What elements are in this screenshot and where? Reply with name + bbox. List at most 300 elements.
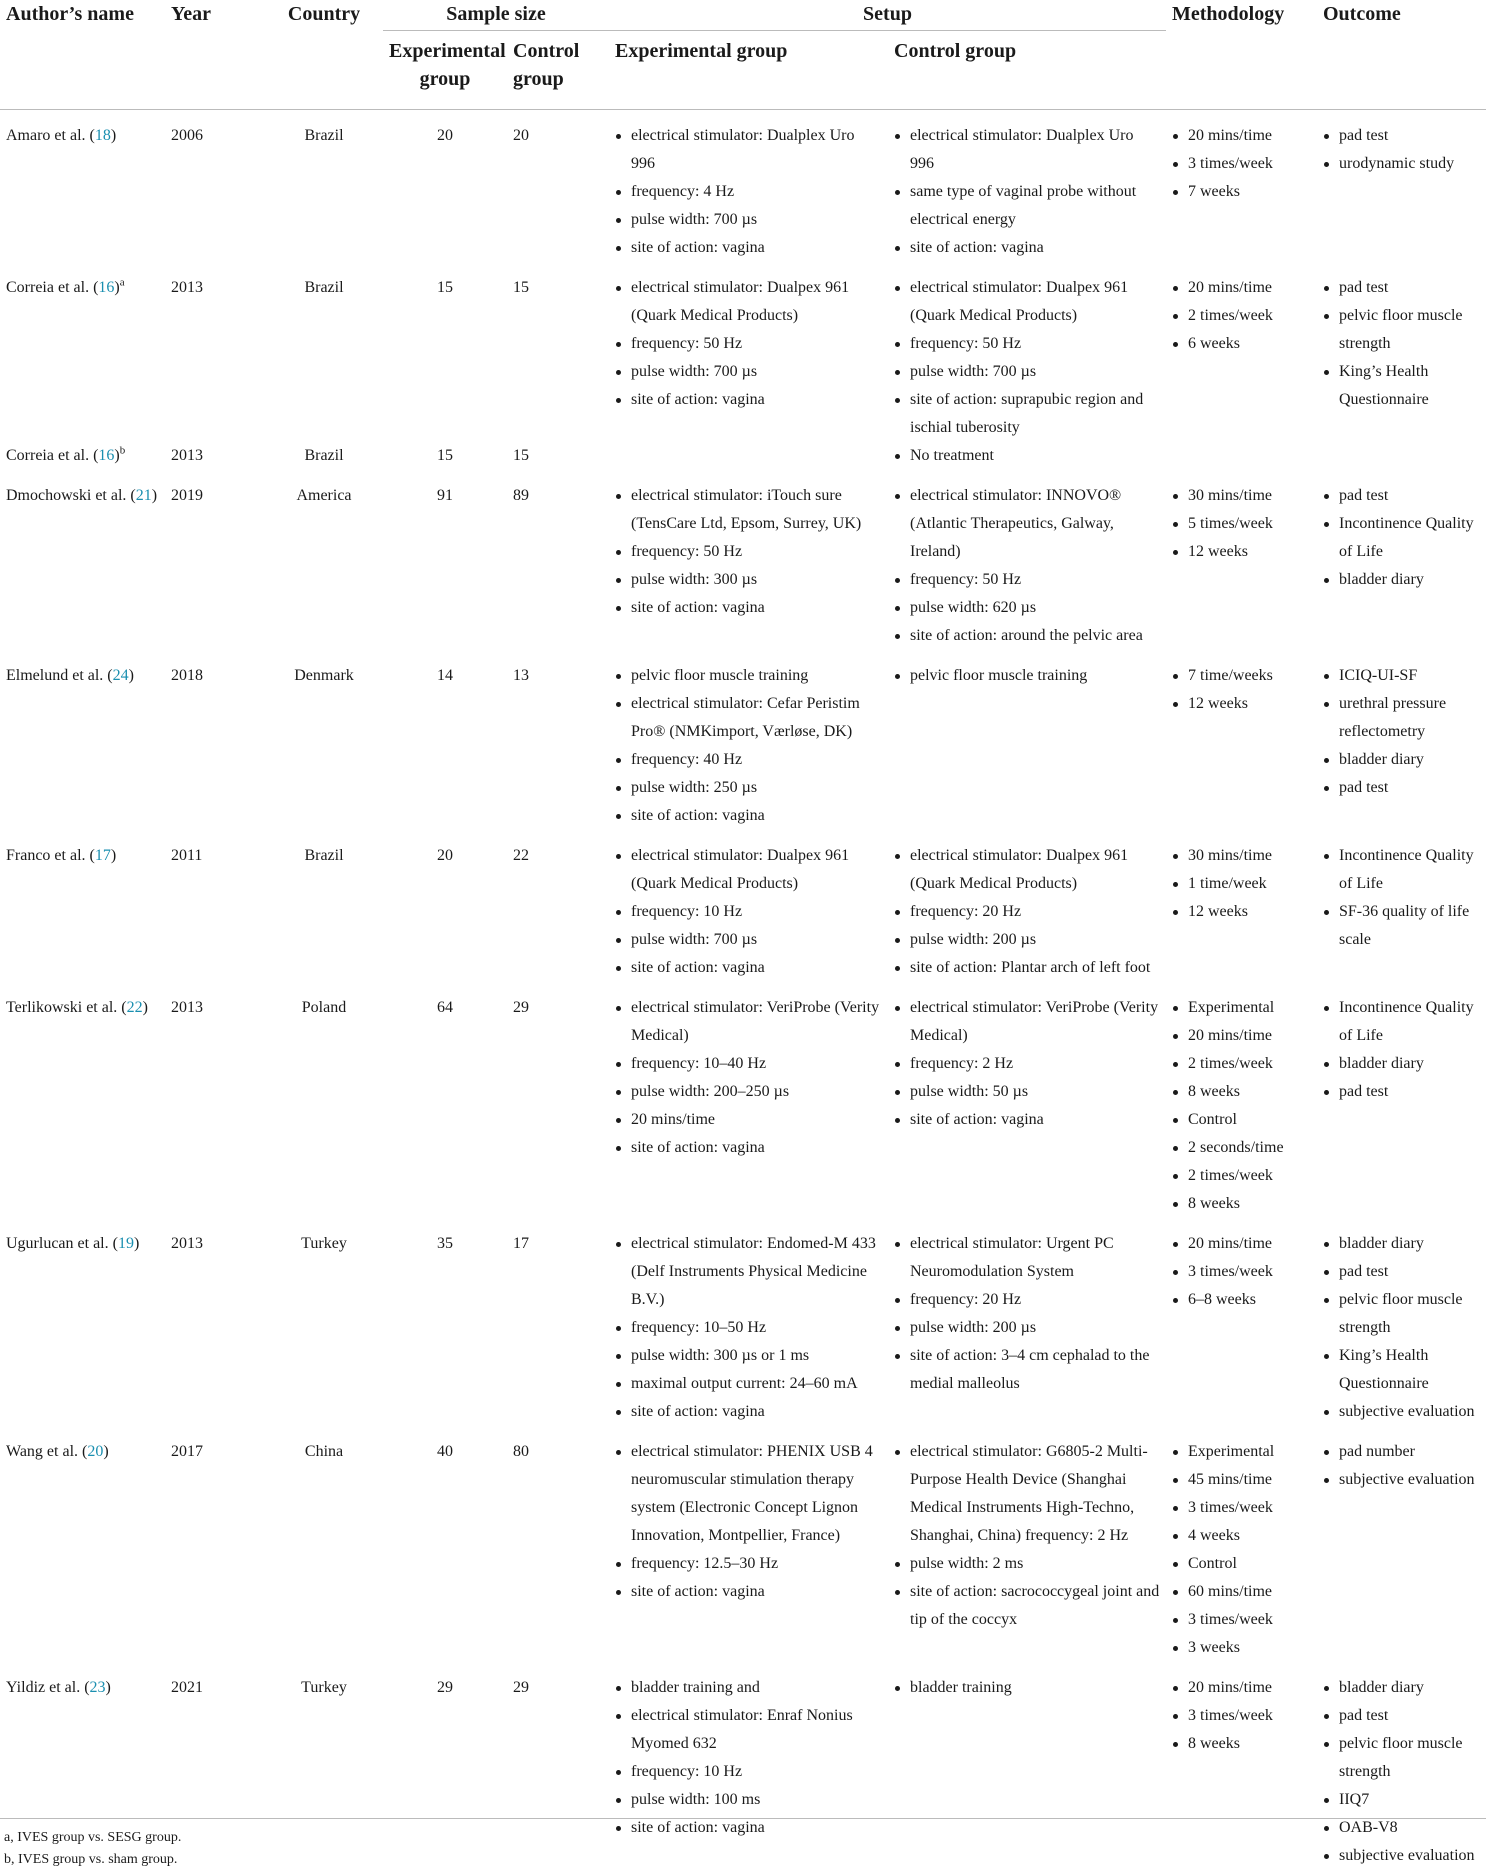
- cell-n-control: 22: [513, 847, 529, 864]
- table-row: [0, 470, 1486, 650]
- header-setup-experimental: Experimental group: [615, 40, 788, 62]
- setup-experimental-item: electrical stimulator: Dualpex 961 (Quark Medical Products): [615, 274, 882, 330]
- setup-control-item: site of action: Plantar arch of left foot: [894, 954, 1160, 982]
- methodology-item: 3 times/week: [1172, 1702, 1311, 1730]
- footnote-marker: b: [119, 444, 126, 457]
- cell-n-experimental: 14: [437, 667, 453, 684]
- setup-control-item: No treatment: [894, 442, 1160, 470]
- setup-experimental-list: [615, 1230, 882, 1426]
- methodology-item: 20 mins/time: [1172, 1674, 1311, 1702]
- setup-control-item: pulse width: 620 µs: [894, 594, 1160, 622]
- setup-control-list: [894, 482, 1160, 650]
- methodology-item: 8 weeks: [1172, 1730, 1311, 1758]
- setup-experimental-item: electrical stimulator: Dualpex 961 (Quark Medical Products): [615, 842, 882, 898]
- reference-link[interactable]: 16: [98, 279, 115, 296]
- cell-year: 2006: [171, 127, 203, 144]
- cell-country: Brazil: [304, 847, 344, 864]
- methodology-item: 3 times/week: [1172, 1606, 1311, 1634]
- cell-setup-experimental: [609, 262, 888, 442]
- cell-outcome: [1317, 830, 1486, 982]
- setup-control-item: site of action: around the pelvic area: [894, 622, 1160, 650]
- setup-experimental-item: site of action: vagina: [615, 234, 882, 262]
- setup-experimental-item: site of action: vagina: [615, 1398, 882, 1426]
- setup-experimental-item: electrical stimulator: iTouch sure (TensCare Ltd, Epsom, Surrey, UK): [615, 482, 882, 538]
- cell-setup-control: [888, 982, 1166, 1218]
- cell-n-control: 15: [513, 279, 529, 296]
- cell-n-control: 29: [513, 1679, 529, 1696]
- cell-country: Denmark: [294, 667, 354, 684]
- setup-control-list: [894, 1438, 1160, 1634]
- table-row: [0, 442, 1486, 470]
- cell-country: Brazil: [304, 279, 344, 296]
- outcome-list: [1323, 842, 1480, 954]
- header-methodology: Methodology: [1172, 3, 1285, 25]
- cell-n-control: 89: [513, 487, 529, 504]
- methodology-item: 2 seconds/time: [1172, 1134, 1311, 1162]
- outcome-item: bladder diary: [1323, 566, 1480, 594]
- methodology-list: [1172, 274, 1311, 358]
- cell-outcome: [1317, 110, 1486, 263]
- cell-year: 2017: [171, 1443, 203, 1460]
- cell-author: [0, 650, 165, 830]
- cell-methodology: [1166, 1218, 1317, 1426]
- methodology-item: 45 mins/time: [1172, 1466, 1311, 1494]
- methodology-item: Control: [1172, 1106, 1311, 1134]
- cell-n-experimental: 91: [437, 487, 453, 504]
- cell-n-control: 15: [513, 447, 529, 464]
- setup-experimental-item: maximal output current: 24–60 mA: [615, 1370, 882, 1398]
- setup-experimental-item: pulse width: 200–250 µs: [615, 1078, 882, 1106]
- setup-experimental-list: [615, 482, 882, 622]
- setup-control-list: [894, 1230, 1160, 1398]
- cell-setup-control: [888, 110, 1166, 263]
- cell-setup-experimental: [609, 110, 888, 263]
- methodology-list: [1172, 994, 1311, 1218]
- setup-control-item: bladder training: [894, 1674, 1160, 1702]
- methodology-item: 20 mins/time: [1172, 274, 1311, 302]
- cell-setup-control: [888, 262, 1166, 442]
- outcome-item: King’s Health Questionnaire: [1323, 358, 1480, 414]
- table-row: [0, 650, 1486, 830]
- setup-control-item: electrical stimulator: G6805-2 Multi-Purpose Health Device (Shanghai Medical Instruments High-Techno, Shanghai, China) frequency: 2 Hz: [894, 1438, 1160, 1550]
- cell-setup-control: [888, 470, 1166, 650]
- cell-methodology: [1166, 442, 1317, 470]
- reference-link[interactable]: 16: [98, 447, 115, 464]
- outcome-item: pad test: [1323, 1702, 1480, 1730]
- methodology-item: 4 weeks: [1172, 1522, 1311, 1550]
- setup-control-item: site of action: vagina: [894, 234, 1160, 262]
- author-tail: ): [105, 1679, 111, 1696]
- setup-control-list: [894, 842, 1160, 982]
- reference-link[interactable]: 21: [135, 487, 152, 504]
- cell-country: Brazil: [304, 447, 344, 464]
- methodology-item: 3 times/week: [1172, 1494, 1311, 1522]
- author-tail: ): [142, 999, 148, 1016]
- methodology-item: 3 times/week: [1172, 1258, 1311, 1286]
- author-tail: ): [114, 279, 120, 296]
- author-name: Dmochowski et al. (: [6, 487, 136, 504]
- outcome-item: Incontinence Quality of Life: [1323, 510, 1480, 566]
- cell-setup-experimental: [609, 982, 888, 1218]
- outcome-item: pelvic floor muscle strength: [1323, 1730, 1480, 1786]
- author-tail: ): [151, 487, 158, 504]
- table-row: [0, 982, 1486, 1218]
- methodology-item: 8 weeks: [1172, 1078, 1311, 1106]
- cell-outcome: [1317, 1426, 1486, 1662]
- methodology-item: 30 mins/time: [1172, 842, 1311, 870]
- outcome-list: [1323, 482, 1480, 594]
- methodology-item: 6–8 weeks: [1172, 1286, 1311, 1314]
- cell-country: Turkey: [301, 1679, 347, 1696]
- cell-year: 2013: [171, 1235, 203, 1252]
- methodology-item: 60 mins/time: [1172, 1578, 1311, 1606]
- setup-control-item: site of action: 3–4 cm cephalad to the medial malleolus: [894, 1342, 1160, 1398]
- setup-control-item: frequency: 50 Hz: [894, 566, 1160, 594]
- setup-experimental-item: pulse width: 250 µs: [615, 774, 882, 802]
- outcome-item: urethral pressure reflectometry: [1323, 690, 1480, 746]
- cell-n-experimental: 15: [437, 447, 453, 464]
- setup-experimental-list: [615, 122, 882, 262]
- outcome-item: pad test: [1323, 122, 1480, 150]
- setup-experimental-item: site of action: vagina: [615, 1134, 882, 1162]
- setup-experimental-item: site of action: vagina: [615, 802, 882, 830]
- outcome-item: King’s Health Questionnaire: [1323, 1342, 1480, 1398]
- reference-link[interactable]: 23: [89, 1679, 106, 1696]
- author-name: Franco et al. (: [6, 847, 95, 864]
- setup-experimental-item: pulse width: 700 µs: [615, 358, 882, 386]
- setup-experimental-item: pulse width: 300 µs or 1 ms: [615, 1342, 882, 1370]
- methodology-item: 5 times/week: [1172, 510, 1311, 538]
- footnote-a: a, IVES group vs. SESG group.: [4, 1830, 182, 1845]
- cell-author: [0, 830, 165, 982]
- setup-control-item: frequency: 20 Hz: [894, 1286, 1160, 1314]
- cell-methodology: [1166, 262, 1317, 442]
- header-country: Country: [287, 3, 361, 25]
- cell-outcome: [1317, 470, 1486, 650]
- header-year: Year: [171, 3, 211, 25]
- setup-control-item: pulse width: 2 ms: [894, 1550, 1160, 1578]
- author-tail: ): [114, 447, 120, 464]
- setup-control-item: site of action: suprapubic region and ischial tuberosity: [894, 386, 1160, 442]
- setup-control-list: [894, 662, 1160, 690]
- methodology-item: 7 time/weeks: [1172, 662, 1311, 690]
- methodology-item: 1 time/week: [1172, 870, 1311, 898]
- setup-experimental-item: pulse width: 700 µs: [615, 206, 882, 234]
- outcome-item: OAB-V8: [1323, 1814, 1480, 1842]
- cell-n-experimental: 15: [437, 279, 453, 296]
- setup-experimental-item: frequency: 40 Hz: [615, 746, 882, 774]
- methodology-list: [1172, 1230, 1311, 1314]
- methodology-item: 7 weeks: [1172, 178, 1311, 206]
- cell-n-control: 80: [513, 1443, 529, 1460]
- setup-control-item: frequency: 2 Hz: [894, 1050, 1160, 1078]
- methodology-item: 8 weeks: [1172, 1190, 1311, 1218]
- setup-control-list: [894, 274, 1160, 442]
- cell-setup-control: [888, 1218, 1166, 1426]
- header-experimental-size: Experimental group: [389, 40, 506, 90]
- setup-experimental-list: [615, 1674, 882, 1842]
- cell-country: Brazil: [304, 127, 344, 144]
- setup-experimental-list: [615, 1438, 882, 1606]
- author-tail: ): [110, 847, 117, 864]
- outcome-item: Incontinence Quality of Life: [1323, 842, 1480, 898]
- author-tail: ): [133, 1235, 140, 1252]
- author-name: Correia et al. (: [6, 447, 99, 464]
- cell-n-experimental: 20: [437, 847, 453, 864]
- cell-setup-experimental: [609, 830, 888, 982]
- setup-experimental-item: frequency: 10 Hz: [615, 898, 882, 926]
- cell-n-control: 20: [513, 127, 529, 144]
- setup-control-item: pelvic floor muscle training: [894, 662, 1160, 690]
- outcome-item: Incontinence Quality of Life: [1323, 994, 1480, 1050]
- author-name: Correia et al. (: [6, 279, 99, 296]
- setup-control-item: pulse width: 200 µs: [894, 1314, 1160, 1342]
- author-name: Yildiz et al. (: [6, 1679, 90, 1696]
- setup-control-item: pulse width: 700 µs: [894, 358, 1160, 386]
- methodology-item: 20 mins/time: [1172, 122, 1311, 150]
- setup-control-item: frequency: 50 Hz: [894, 330, 1160, 358]
- author-name: Wang et al. (: [6, 1443, 88, 1460]
- setup-experimental-item: electrical stimulator: PHENIX USB 4 neuromuscular stimulation therapy system (Electronic Concept Lignon Innovation, Montpellier, France): [615, 1438, 882, 1550]
- setup-experimental-item: frequency: 10–40 Hz: [615, 1050, 882, 1078]
- setup-experimental-list: [615, 842, 882, 982]
- cell-setup-experimental: [609, 1426, 888, 1662]
- setup-control-item: electrical stimulator: Dualplex Uro 996: [894, 122, 1160, 178]
- methodology-item: Control: [1172, 1550, 1311, 1578]
- author-name: Terlikowski et al. (: [6, 999, 127, 1016]
- table-row: [0, 830, 1486, 982]
- cell-author: [0, 982, 165, 1218]
- cell-n-control: 29: [513, 999, 529, 1016]
- header-outcome: Outcome: [1323, 3, 1401, 25]
- setup-control-list: [894, 442, 1160, 470]
- header-control-size: Control group: [513, 40, 580, 90]
- author-tail: ): [110, 127, 117, 144]
- setup-control-list: [894, 994, 1160, 1134]
- author-name: Elmelund et al. (: [6, 667, 113, 684]
- cell-setup-experimental: [609, 470, 888, 650]
- header-sample-size: Sample size: [383, 0, 609, 31]
- cell-methodology: [1166, 982, 1317, 1218]
- setup-experimental-item: frequency: 10–50 Hz: [615, 1314, 882, 1342]
- cell-setup-experimental: [609, 442, 888, 470]
- setup-experimental-item: pulse width: 700 µs: [615, 926, 882, 954]
- cell-methodology: [1166, 650, 1317, 830]
- cell-year: 2019: [171, 487, 203, 504]
- cell-outcome: [1317, 442, 1486, 470]
- methodology-list: [1172, 662, 1311, 718]
- setup-control-item: electrical stimulator: Dualpex 961 (Quark Medical Products): [894, 274, 1160, 330]
- setup-experimental-item: site of action: vagina: [615, 954, 882, 982]
- setup-experimental-item: 20 mins/time: [615, 1106, 882, 1134]
- cell-year: 2011: [171, 847, 203, 864]
- reference-link[interactable]: 24: [112, 667, 129, 684]
- setup-control-item: electrical stimulator: VeriProbe (Verity Medical): [894, 994, 1160, 1050]
- setup-experimental-list: [615, 994, 882, 1162]
- table-body: [0, 110, 1486, 1871]
- setup-experimental-item: frequency: 50 Hz: [615, 330, 882, 358]
- header-author: Author’s name: [6, 3, 134, 25]
- author-name: Ugurlucan et al. (: [6, 1235, 118, 1252]
- cell-author: [0, 442, 165, 470]
- methodology-item: 2 times/week: [1172, 1050, 1311, 1078]
- methodology-item: 20 mins/time: [1172, 1022, 1311, 1050]
- outcome-item: ICIQ-UI-SF: [1323, 662, 1480, 690]
- methodology-item: 3 times/week: [1172, 150, 1311, 178]
- outcome-item: pad test: [1323, 774, 1480, 802]
- footnote-b: b, IVES group vs. sham group.: [4, 1852, 178, 1867]
- methodology-list: [1172, 1674, 1311, 1758]
- setup-experimental-item: electrical stimulator: Dualplex Uro 996: [615, 122, 882, 178]
- reference-link[interactable]: 18: [94, 127, 111, 144]
- setup-experimental-item: site of action: vagina: [615, 594, 882, 622]
- cell-methodology: [1166, 470, 1317, 650]
- table-row: [0, 110, 1486, 263]
- author-name: Amaro et al. (: [6, 127, 95, 144]
- setup-experimental-item: pulse width: 100 ms: [615, 1786, 882, 1814]
- methodology-item: 2 times/week: [1172, 1162, 1311, 1190]
- methodology-item: 12 weeks: [1172, 690, 1311, 718]
- cell-n-experimental: 40: [437, 1443, 453, 1460]
- cell-outcome: [1317, 1218, 1486, 1426]
- cell-country: Turkey: [301, 1235, 347, 1252]
- outcome-item: bladder diary: [1323, 746, 1480, 774]
- setup-experimental-item: electrical stimulator: Endomed-M 433 (Delf Instruments Physical Medicine B.V.): [615, 1230, 882, 1314]
- outcome-item: pad test: [1323, 482, 1480, 510]
- author-tail: ): [103, 1443, 109, 1460]
- setup-experimental-item: electrical stimulator: Cefar Peristim Pro® (NMKimport, Værløse, DK): [615, 690, 882, 746]
- cell-year: 2021: [171, 1679, 203, 1696]
- table-row: [0, 1426, 1486, 1662]
- methodology-list: [1172, 1438, 1311, 1662]
- setup-control-item: electrical stimulator: INNOVO® (Atlantic Therapeutics, Galway, Ireland): [894, 482, 1160, 566]
- cell-n-control: 13: [513, 667, 529, 684]
- setup-control-item: pulse width: 200 µs: [894, 926, 1160, 954]
- outcome-item: subjective evaluation: [1323, 1842, 1480, 1870]
- reference-link[interactable]: 22: [126, 999, 143, 1016]
- setup-experimental-item: frequency: 12.5–30 Hz: [615, 1550, 882, 1578]
- outcome-item: subjective evaluation: [1323, 1398, 1480, 1426]
- cell-author: [0, 262, 165, 442]
- reference-link[interactable]: 20: [87, 1443, 104, 1460]
- cell-author: [0, 1218, 165, 1426]
- setup-experimental-item: pulse width: 300 µs: [615, 566, 882, 594]
- outcome-list: [1323, 1438, 1480, 1494]
- outcome-item: pad number: [1323, 1438, 1480, 1466]
- outcome-list: [1323, 994, 1480, 1106]
- setup-experimental-item: frequency: 4 Hz: [615, 178, 882, 206]
- cell-year: 2018: [171, 667, 203, 684]
- reference-link[interactable]: 17: [94, 847, 111, 864]
- methodology-item: 12 weeks: [1172, 898, 1311, 926]
- setup-control-item: electrical stimulator: Urgent PC Neuromodulation System: [894, 1230, 1160, 1286]
- footnotes: [0, 1818, 1486, 1871]
- methodology-item: 20 mins/time: [1172, 1230, 1311, 1258]
- header-setup: Setup: [609, 0, 1166, 31]
- outcome-item: bladder diary: [1323, 1674, 1480, 1702]
- setup-control-item: site of action: sacrococcygeal joint and tip of the coccyx: [894, 1578, 1160, 1634]
- cell-year: 2013: [171, 279, 203, 296]
- setup-experimental-item: site of action: vagina: [615, 1814, 882, 1842]
- outcome-item: subjective evaluation: [1323, 1466, 1480, 1494]
- cell-setup-control: [888, 830, 1166, 982]
- setup-control-item: electrical stimulator: Dualpex 961 (Quark Medical Products): [894, 842, 1160, 898]
- setup-experimental-item: frequency: 10 Hz: [615, 1758, 882, 1786]
- table-row: [0, 1218, 1486, 1426]
- setup-control-item: pulse width: 50 µs: [894, 1078, 1160, 1106]
- cell-methodology: [1166, 110, 1317, 263]
- outcome-item: pad test: [1323, 1078, 1480, 1106]
- outcome-list: [1323, 122, 1480, 178]
- methodology-item: Experimental: [1172, 994, 1311, 1022]
- cell-outcome: [1317, 262, 1486, 442]
- setup-control-item: frequency: 20 Hz: [894, 898, 1160, 926]
- cell-year: 2013: [171, 999, 203, 1016]
- cell-author: [0, 470, 165, 650]
- methodology-item: 2 times/week: [1172, 302, 1311, 330]
- cell-n-experimental: 64: [437, 999, 453, 1016]
- setup-experimental-list: [615, 274, 882, 414]
- cell-setup-experimental: [609, 650, 888, 830]
- setup-experimental-item: site of action: vagina: [615, 1578, 882, 1606]
- header-setup-control: Control group: [894, 40, 1017, 62]
- reference-link[interactable]: 19: [117, 1235, 134, 1252]
- methodology-item: 3 weeks: [1172, 1634, 1311, 1662]
- setup-experimental-item: bladder training and: [615, 1674, 882, 1702]
- setup-experimental-item: electrical stimulator: Enraf Nonius Myomed 632: [615, 1702, 882, 1758]
- outcome-item: urodynamic study: [1323, 150, 1480, 178]
- cell-setup-control: [888, 1426, 1166, 1662]
- cell-setup-experimental: [609, 1218, 888, 1426]
- methodology-item: Experimental: [1172, 1438, 1311, 1466]
- outcome-item: pad test: [1323, 1258, 1480, 1286]
- cell-methodology: [1166, 1426, 1317, 1662]
- cell-country: China: [304, 1443, 344, 1460]
- setup-control-item: site of action: vagina: [894, 1106, 1160, 1134]
- table-row: [0, 262, 1486, 442]
- cell-year: 2013: [171, 447, 203, 464]
- footnote-marker: a: [119, 276, 125, 289]
- outcome-list: [1323, 274, 1480, 414]
- cell-n-experimental: 35: [437, 1235, 453, 1252]
- outcome-item: bladder diary: [1323, 1230, 1480, 1258]
- setup-control-list: [894, 1674, 1160, 1702]
- cell-methodology: [1166, 830, 1317, 982]
- cell-n-experimental: 20: [437, 127, 453, 144]
- outcome-item: IIQ7: [1323, 1786, 1480, 1814]
- outcome-item: bladder diary: [1323, 1050, 1480, 1078]
- cell-n-experimental: 29: [437, 1679, 453, 1696]
- setup-experimental-list: [615, 662, 882, 830]
- setup-control-item: same type of vaginal probe without electrical energy: [894, 178, 1160, 234]
- cell-author: [0, 110, 165, 263]
- cell-outcome: [1317, 650, 1486, 830]
- outcome-list: [1323, 1230, 1480, 1426]
- outcome-item: pelvic floor muscle strength: [1323, 302, 1480, 358]
- cell-country: America: [296, 487, 352, 504]
- cell-outcome: [1317, 982, 1486, 1218]
- methodology-item: 6 weeks: [1172, 330, 1311, 358]
- cell-country: Poland: [301, 999, 347, 1016]
- cell-author: [0, 1426, 165, 1662]
- methodology-list: [1172, 482, 1311, 566]
- author-tail: ): [128, 667, 134, 684]
- methodology-list: [1172, 842, 1311, 926]
- cell-n-control: 17: [513, 1235, 529, 1252]
- methodology-item: 12 weeks: [1172, 538, 1311, 566]
- cell-setup-control: [888, 442, 1166, 470]
- outcome-item: SF-36 quality of life scale: [1323, 898, 1480, 954]
